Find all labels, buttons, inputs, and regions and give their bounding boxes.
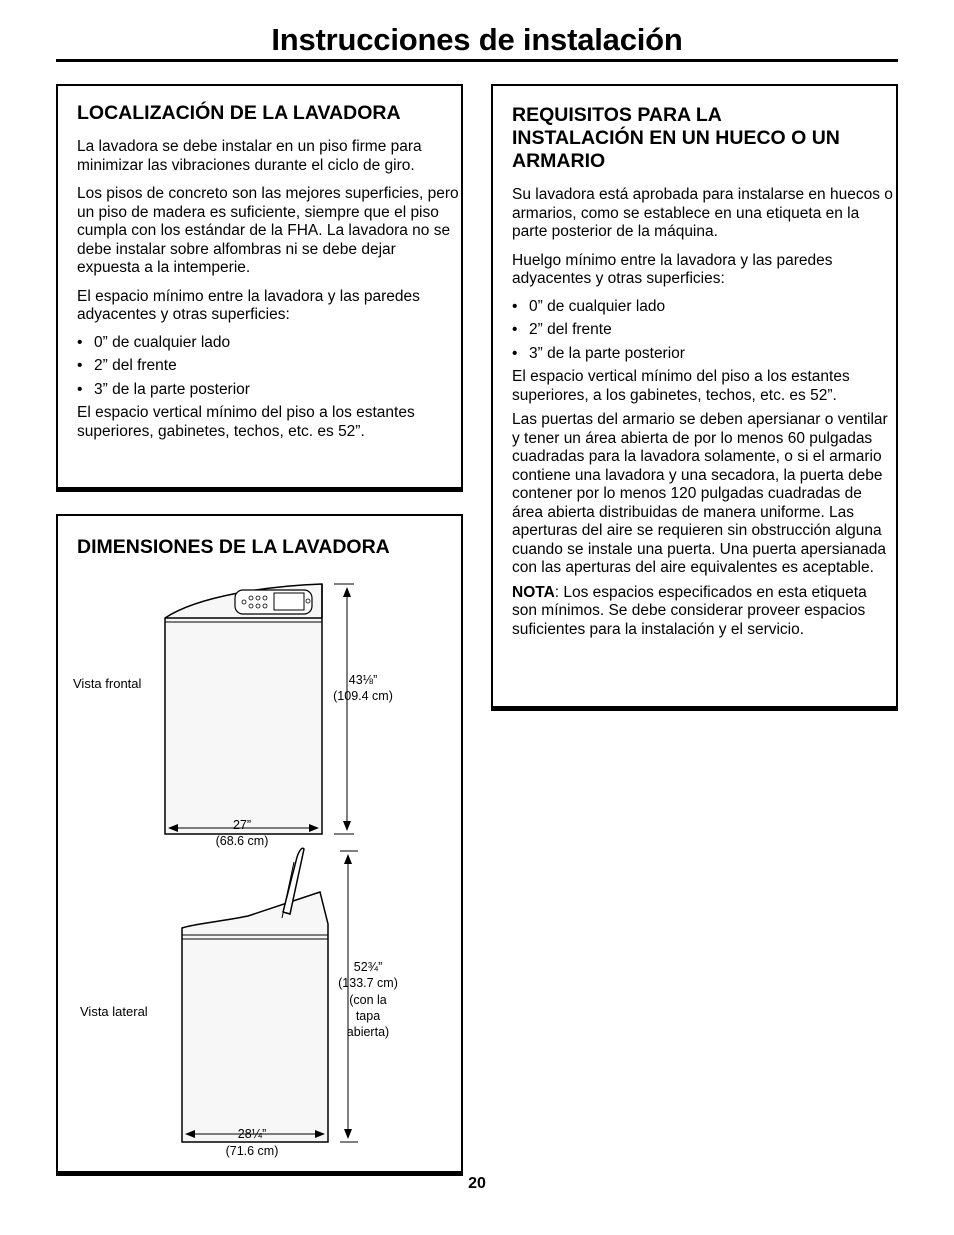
location-heading: LOCALIZACIÓN DE LA LAVADORA [77, 102, 401, 124]
side-view-washer [182, 848, 328, 1142]
location-section [56, 84, 463, 489]
front-view-label: Vista frontal [73, 676, 142, 691]
front-view-washer [165, 584, 322, 834]
page-title: Instrucciones de instalación [271, 22, 683, 57]
list-item: • 3” de la parte posterior [512, 345, 894, 364]
recess-section [491, 84, 898, 708]
side-height-note-3: abierta) [346, 1025, 390, 1039]
location-para-4: El espacio vertical mínimo del piso a los estantes superiores, gabinetes, techos, etc. es 52”. [77, 404, 415, 440]
recess-para-2: Huelgo mínimo entre la lavadora y las paredes adyacentes y otras superficies: [512, 251, 833, 287]
list-item: • 2” del frente [512, 321, 894, 340]
side-height-cm: (133.7 cm) [338, 976, 398, 990]
location-para-2: Los pisos de concreto son las mejores superficies, pero un piso de madera es suficiente, siempre que el piso cumpla con los estándar de la FHA. La lavadora no se debe instalar sobre alfombras ni se debe dejar expuesta a la intemperie. [77, 185, 459, 276]
washer-dimensions-diagram [58, 516, 461, 1171]
list-item: • 2” del frente [77, 357, 459, 376]
side-depth-cm: (71.6 cm) [225, 1144, 279, 1158]
nota-label: NOTA [512, 583, 555, 601]
side-height-in: 52¾” [353, 960, 383, 974]
front-width-in: 27” [232, 818, 252, 832]
recess-para-4: Las puertas del armario se deben apersianar o ventilar y tener un área abierta de por lo menos 60 pulgadas cuadradas para la lavadora solamente, o si el armario contiene una lavadora y una secadora, la puerta debe contener por lo menos 120 pulgadas cuadradas de área abierta distribuidas de manera uniforme. Las aperturas del aire se requieren sin obstrucción alguna cuando se instale una puerta. Una puerta apersianada con las aperturas del aire equivalentes es aceptable. [512, 411, 888, 576]
list-item: • 0” de cualquier lado [512, 298, 894, 317]
recess-para-3: El espacio vertical mínimo del piso a los estantes superiores, a los gabinetes, techos, etc. es 52”. [512, 368, 850, 404]
nota-text: : Los espacios especificados en esta etiqueta son mínimos. Se debe considerar proveer espacios suficientes para la instalación y el servicio. [512, 583, 867, 638]
side-height-note-1: (con la [349, 993, 387, 1007]
front-width-cm: (68.6 cm) [215, 834, 269, 848]
side-height-note-2: tapa [355, 1009, 381, 1023]
location-para-1: La lavadora se debe instalar en un piso firme para minimizar las vibraciones durante el ciclo de giro. [77, 138, 422, 174]
page-number: 20 [468, 1175, 486, 1192]
recess-heading: REQUISITOS PARA LA INSTALACIÓN EN UN HUECO O UN ARMARIO [512, 104, 840, 172]
side-depth-in: 28¼” [237, 1127, 267, 1141]
title-rule [56, 59, 898, 62]
location-para-3: El espacio mínimo entre la lavadora y las paredes adyacentes y otras superficies: [77, 287, 420, 323]
recess-para-1: Su lavadora está aprobada para instalarse en huecos o armarios, como se establece en una etiqueta en la parte posterior de la máquina. [512, 186, 893, 240]
recess-clearance-list [512, 298, 894, 364]
front-height-dimension [334, 584, 354, 834]
side-view-label: Vista lateral [80, 1004, 148, 1019]
list-item: • 3” de la parte posterior [77, 381, 459, 400]
front-height-cm: (109.4 cm) [333, 689, 393, 703]
dimensions-heading: DIMENSIONES DE LA LAVADORA [77, 536, 390, 558]
front-height-in: 43⅛” [348, 673, 378, 687]
list-item: • 0” de cualquier lado [77, 334, 459, 353]
recess-nota [512, 584, 894, 640]
location-clearance-list [77, 334, 459, 400]
dimensions-section [56, 514, 463, 1173]
